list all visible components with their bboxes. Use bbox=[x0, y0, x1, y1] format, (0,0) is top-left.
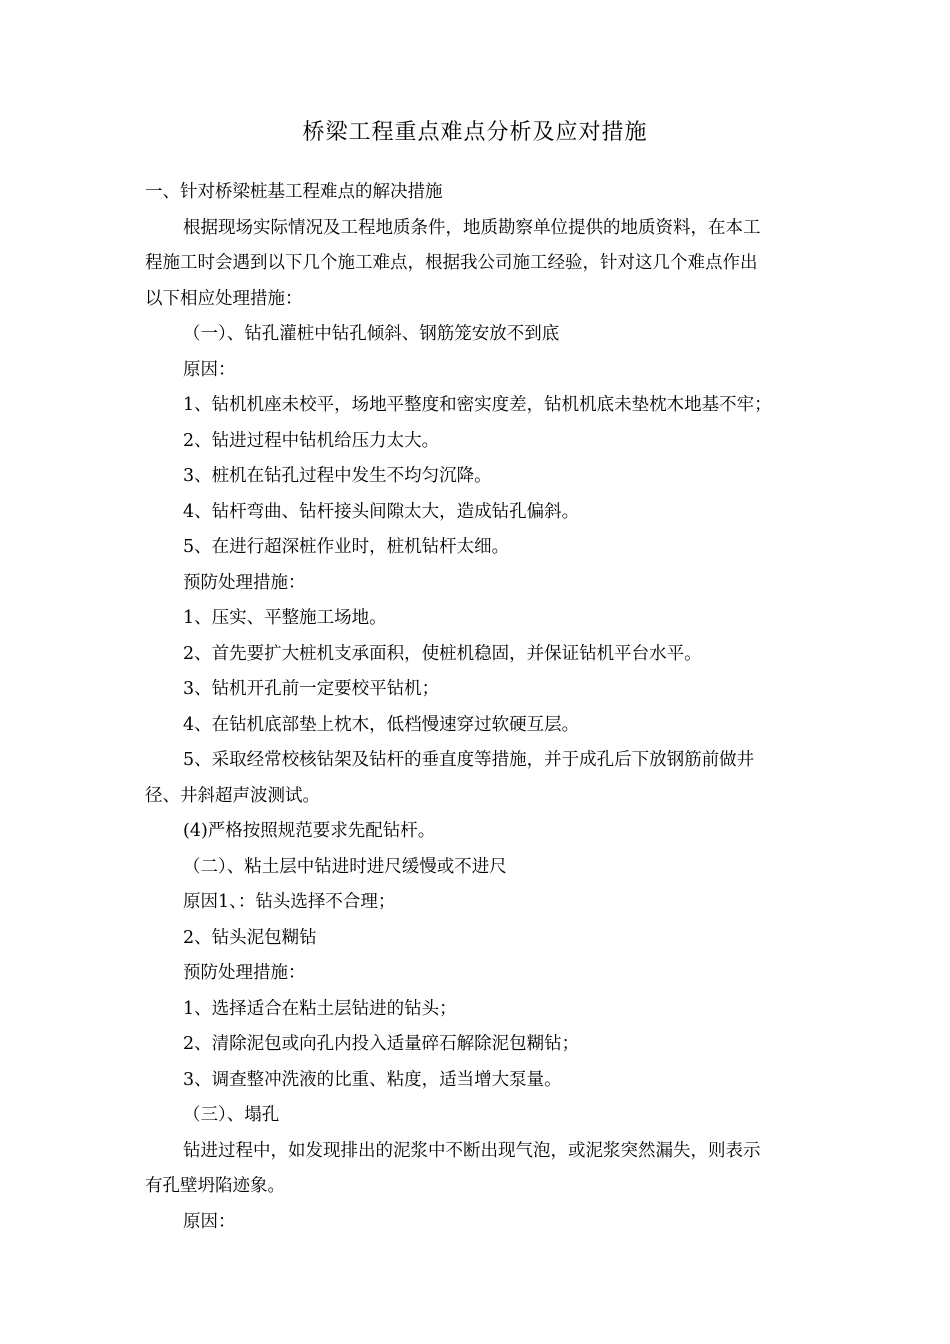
text-line: 径、井斜超声波测试。 bbox=[145, 785, 320, 806]
text-line: 3、调查整冲洗液的比重、粘度，适当增大泵量。 bbox=[183, 1069, 562, 1090]
text-line: 预防处理措施： bbox=[183, 963, 306, 983]
text-line: 1、选择适合在粘土层钻进的钻头； bbox=[183, 998, 457, 1019]
text-line: 1、钻机机座未校平，场地平整度和密实度差，钻机机底未垫枕木地基不牢； bbox=[183, 395, 772, 415]
text-line: 2、钻头泥包糊钻 bbox=[183, 927, 317, 948]
text-line: 4、在钻机底部垫上枕木，低档慢速穿过软硬互层。 bbox=[183, 714, 580, 735]
text-line: 1、压实、平整施工场地。 bbox=[183, 608, 387, 628]
text-line: 有孔壁坍陷迹象。 bbox=[145, 1176, 285, 1196]
text-line: 3、桩机在钻孔过程中发生不均匀沉降。 bbox=[183, 466, 492, 486]
text-line: 4、钻杆弯曲、钻杆接头间隙太大，造成钻孔偏斜。 bbox=[183, 501, 580, 522]
text-line: 2、首先要扩大桩机支承面积，使桩机稳固，并保证钻机平台水平。 bbox=[183, 643, 702, 664]
document-title: 桥梁工程重点难点分析及应对措施 bbox=[302, 120, 648, 145]
text-line: 3、钻机开孔前一定要校平钻机； bbox=[183, 679, 440, 699]
text-line: 一、针对桥梁桩基工程难点的解决措施 bbox=[145, 182, 443, 202]
text-line: 根据现场实际情况及工程地质条件，地质勘察单位提供的地质资料，在本工 bbox=[183, 217, 761, 238]
text-line: （三）、塌孔 bbox=[183, 1105, 280, 1125]
text-line: 5、采取经常校核钻架及钻杆的垂直度等措施，并于成孔后下放钢筋前做井 bbox=[183, 750, 755, 770]
text-line: 5、在进行超深桩作业时，桩机钻杆太细。 bbox=[183, 537, 510, 557]
text-line: 以下相应处理措施： bbox=[145, 288, 303, 309]
text-line: 2、钻进过程中钻机给压力太大。 bbox=[183, 430, 440, 451]
text-line: 钻进过程中，如发现排出的泥浆中不断出现气泡，或泥浆突然漏失，则表示 bbox=[183, 1140, 761, 1161]
text-line: (4)严格按照规范要求先配钻杆。 bbox=[183, 821, 436, 841]
text-line: 原因： bbox=[183, 1211, 236, 1232]
document-body bbox=[145, 175, 810, 1240]
text-line: （二）、粘土层中钻进时进尺缓慢或不进尺 bbox=[183, 856, 507, 877]
text-line: （一）、钻孔灌桩中钻孔倾斜、钢筋笼安放不到底 bbox=[183, 324, 560, 344]
text-line: 预防处理措施： bbox=[183, 572, 306, 593]
text-line: 程施工时会遇到以下几个施工难点，根据我公司施工经验，针对这几个难点作出 bbox=[145, 253, 758, 273]
text-line: 原因： bbox=[183, 359, 236, 380]
text-line: 原因1、：钻头选择不合理； bbox=[183, 892, 396, 912]
text-line: 2、清除泥包或向孔内投入适量碎石解除泥包糊钻； bbox=[183, 1034, 580, 1054]
